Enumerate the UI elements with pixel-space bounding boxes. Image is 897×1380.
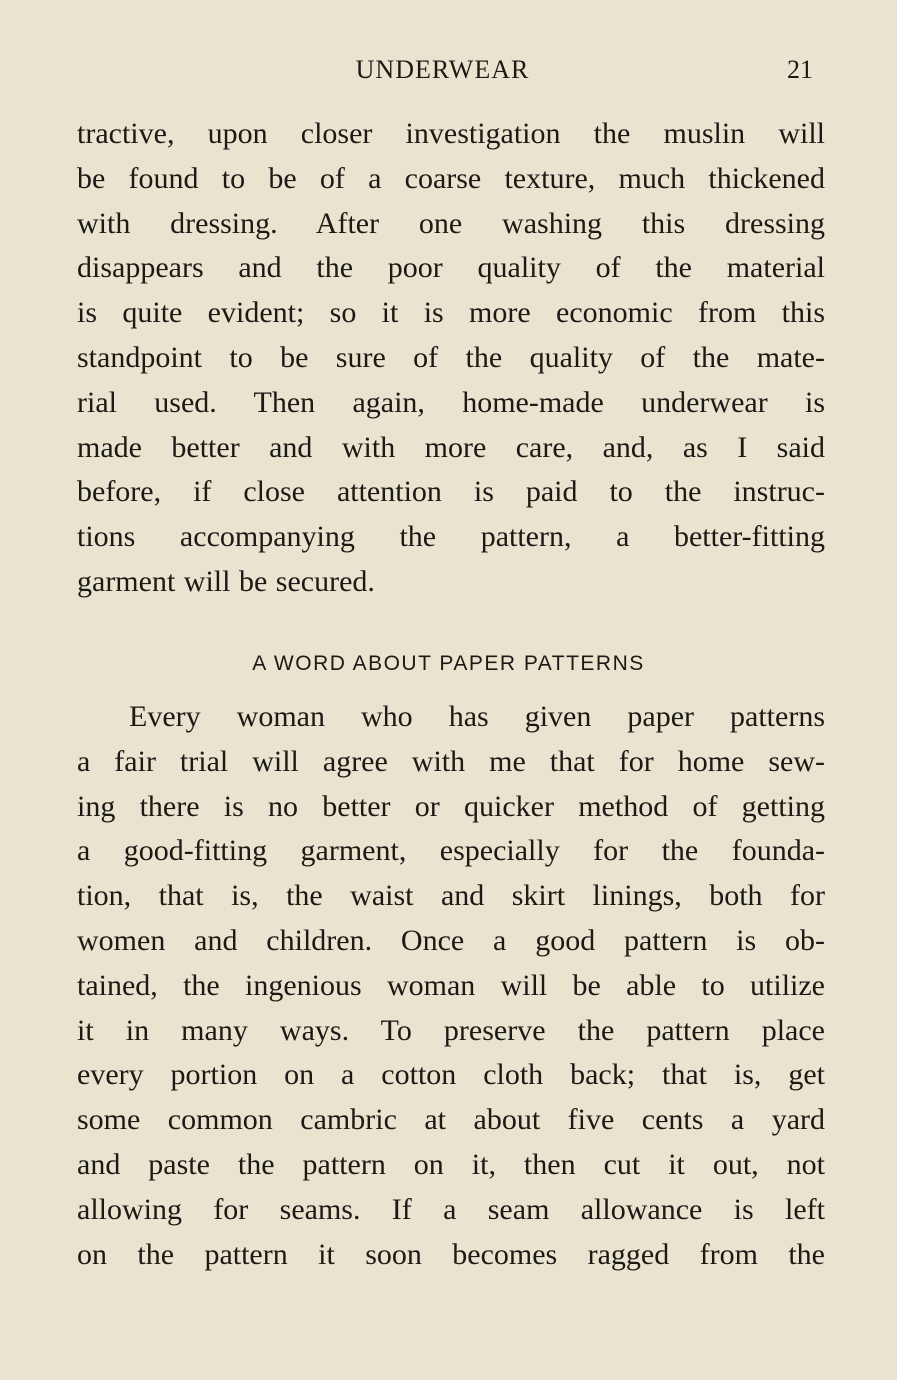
text-line: be found to be of a coarse texture, much thickened	[77, 161, 825, 195]
text-line: with dressing. After one washing this dressing	[77, 206, 825, 240]
text-line: tion, that is, the waist and skirt linings, both for	[77, 879, 825, 913]
text-line: rial used. Then again, home-made underwear is	[77, 385, 825, 419]
paragraph-2	[77, 695, 825, 1277]
text-line: tractive, upon closer investigation the muslin will	[77, 117, 825, 150]
text-line: made better and with more care, and, as I said	[77, 430, 825, 464]
text-line: before, if close attention is paid to the instruc-	[77, 475, 825, 509]
text-line: Every woman who has given paper patterns	[129, 700, 825, 733]
page-number: 21	[787, 55, 813, 84]
text-line: a good-fitting garment, especially for the founda-	[77, 834, 825, 868]
text-line: every portion on a cotton cloth back; that is, get	[77, 1058, 825, 1092]
text-line: on the pattern it soon becomes ragged from the	[77, 1237, 825, 1271]
text-line: and paste the pattern on it, then cut it out, not	[77, 1147, 825, 1181]
running-header	[0, 52, 897, 88]
text-line: women and children. Once a good pattern is ob-	[77, 923, 825, 957]
section-heading: A WORD ABOUT PAPER PATTERNS	[252, 652, 645, 675]
text-line: allowing for seams. If a seam allowance is left	[77, 1192, 825, 1226]
text-line: disappears and the poor quality of the material	[77, 251, 825, 285]
text-line: tions accompanying the pattern, a better-fitting	[77, 520, 825, 554]
text-line: a fair trial will agree with me that for home sew-	[77, 744, 825, 778]
text-line: it in many ways. To preserve the pattern place	[77, 1013, 825, 1047]
text-line: some common cambric at about five cents a yard	[77, 1103, 825, 1137]
text-line: tained, the ingenious woman will be able to utilize	[77, 968, 825, 1002]
text-line: garment will be secured.	[77, 564, 375, 598]
text-line: standpoint to be sure of the quality of the mate-	[77, 340, 825, 374]
text-line: ing there is no better or quicker method of getting	[77, 789, 825, 823]
running-title: UNDERWEAR	[355, 55, 530, 84]
paragraph-1	[77, 112, 825, 605]
text-line: is quite evident; so it is more economic from this	[77, 296, 825, 330]
